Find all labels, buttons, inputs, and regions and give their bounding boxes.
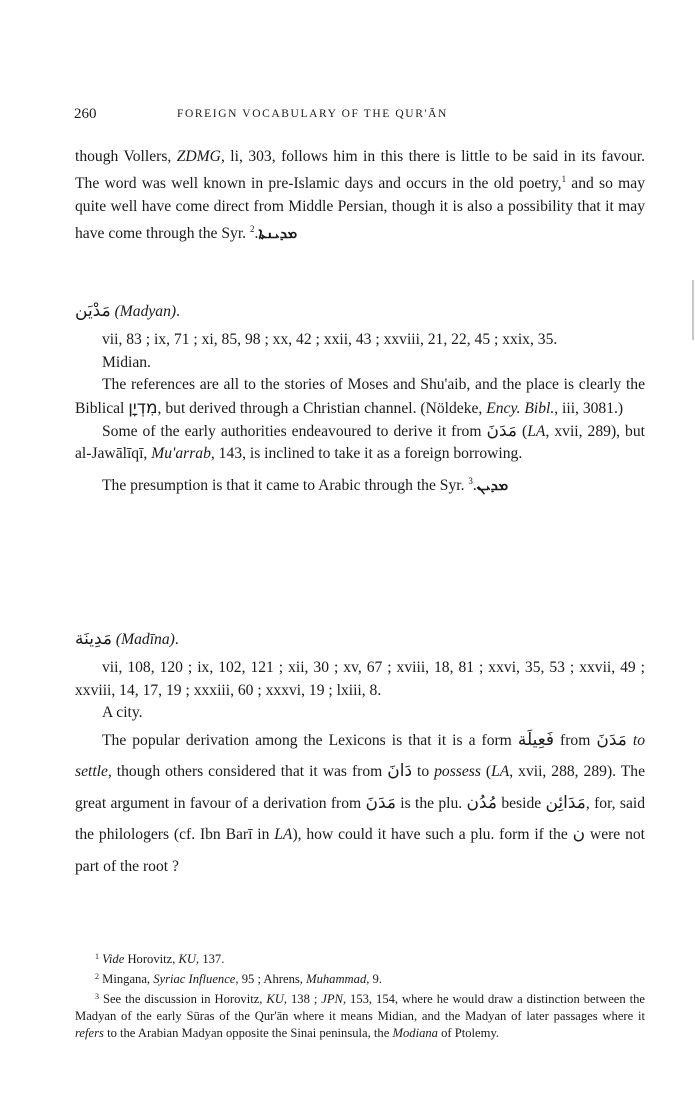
verse-references: vii, 108, 120 ; ix, 102, 121 ; xii, 30 ; xv, 67 ; xviii, 18, 81 ; xxvi, 35, 53 ; xxvii, 49 ; xxviii, 14, 17, 19 ; xxxiii, 60 ; xxxvi, 19 ; lxiii, 8. [75,659,645,699]
citation: LA [491,763,510,781]
text: , 137. [196,952,225,966]
text: to the Arabian Madyan opposite the Sinai peninsula, the [103,1026,393,1040]
arabic-headword: مَدِينَة [75,629,113,649]
text: ), how could it have such a plu. form if the [292,826,573,844]
paragraph [75,725,645,883]
text: , 95 ; Ahrens, [235,972,307,986]
text: . [472,476,477,494]
citation: KU [266,992,284,1006]
continuation-paragraph [75,146,645,246]
citation: Syriac Influence [153,972,236,986]
citation-zdmg: ZDMG [176,148,221,165]
paragraph [75,420,645,466]
citation: Muhammad [306,972,367,986]
arabic-word: مُدُن [466,792,498,813]
syriac-word: ܡܕܝܢܬܐ [258,224,298,243]
text: , iii, 3081.) [554,399,624,417]
text: See the discussion in Horovitz, [99,992,267,1006]
arabic-word: مَدَنَ [596,729,627,750]
citation: KU [178,952,197,966]
citation: LA [527,423,546,441]
entry-heading: مَدْيَن (Madyan). [75,301,180,321]
footnote-3 [75,988,645,1042]
arabic-headword: مَدْيَن [75,301,111,321]
gloss: Midian. [102,353,151,371]
citation: Ency. Bibl. [486,399,555,417]
verse-references: vii, 83 ; ix, 71 ; xi, 85, 98 ; xx, 42 ; xxii, 43 ; xxviii, 21, 22, 45 ; xxix, 35. [102,331,558,349]
citation: LA [274,826,293,844]
page-number: 260 [74,106,97,122]
text: of Ptolemy. [437,1026,500,1040]
text: , but derived through a Christian channel. (Nöldeke, [157,399,487,417]
text: is the plu. [396,794,467,812]
text: beside [497,794,546,812]
text: to [412,763,435,781]
text: Horovitz, [124,952,179,966]
arabic-word: دَانَ [387,761,413,782]
gloss: A city. [102,704,143,722]
footnote-ref[interactable]: 2 [249,224,255,235]
citation: JPN [321,992,343,1006]
entry-madina [75,620,645,882]
text: , 143, is inclined to take it as a foreign borrowing. [210,445,523,463]
arabic-word: فَعِيلَة [517,729,555,750]
text: . [254,225,259,243]
text: , xvii, 288, 289). The great argument in favour of a derivation from [75,763,645,812]
scan-edge-artifact [692,280,694,340]
text: , li, 303, follows him in this there is little to be said in its favour. The word was well known in pre-Islamic days and occurs in the old poetry, [75,148,646,193]
paragraph [75,374,645,420]
citation: Mu'arrab [151,445,211,463]
text: Some of the early authorities endeavoured to derive it from [102,423,487,441]
arabic-word: مَدَائِن [545,792,586,813]
text: though Vollers, [75,148,177,165]
text: The references are all to the stories of Moses and Shu'aib, and the place is clearly the Biblical [75,376,645,417]
arabic-word: مَدَنَ [486,421,518,442]
running-head: FOREIGN VOCABULARY OF THE QUR'ĀN [177,108,448,120]
paragraph [75,470,645,497]
text: refers [75,1026,104,1040]
footnote-1 [75,948,645,968]
text: and so may quite well have come direct from Middle Persian, though it is also a possibility that it may have come through the Syr. [75,175,645,243]
text: , though others considered that it was from [107,763,388,781]
syriac-word: ܡܕܝܢ [476,475,509,494]
text: Mingana, [99,972,154,986]
text: from [554,731,597,749]
footnote-mark: 1 [95,952,99,961]
footnotes [75,948,645,1042]
arabic-letter: ن [572,824,586,845]
footnote-ref[interactable]: 3 [468,475,473,486]
text: , for, said the philologers (cf. Ibn Barī in [75,794,645,844]
hebrew-word: מִדְיָן [128,397,158,418]
text: , 9. [366,972,382,986]
translation: possess [434,763,481,781]
footnote-ref[interactable]: 1 [561,174,567,185]
transliteration: (Madyan) [114,303,177,320]
footnote-mark: 2 [95,972,99,981]
footnote-mark: 3 [95,992,99,1001]
arabic-word: مَدَنَ [365,792,396,813]
text: , xvii, 289), but al-Jawālīqī, [75,423,645,463]
translation: to settle [75,731,645,781]
text: , 153, 154, where he would draw a distinction between the Madyan of the early Sūras of the Qur'ān where it means Midian, and the Madyan of later passages where it [75,992,645,1023]
footnote-2 [75,968,645,988]
text: The presumption is that it came to Arabic through the Syr. [102,476,469,494]
entry-heading: مَدِينَة (Madīna). [75,629,179,649]
text: The popular derivation among the Lexicons is that it is a form [102,731,518,749]
transliteration: (Madīna) [115,631,175,648]
text: Modiana [392,1026,438,1040]
text: ( [517,423,528,441]
text: were not part of the root ? [75,826,645,875]
text: , 138 ; [283,992,322,1006]
text: Vide [102,952,125,966]
text: ( [480,763,492,781]
entry-madyan [75,300,645,497]
page-header [74,106,634,126]
